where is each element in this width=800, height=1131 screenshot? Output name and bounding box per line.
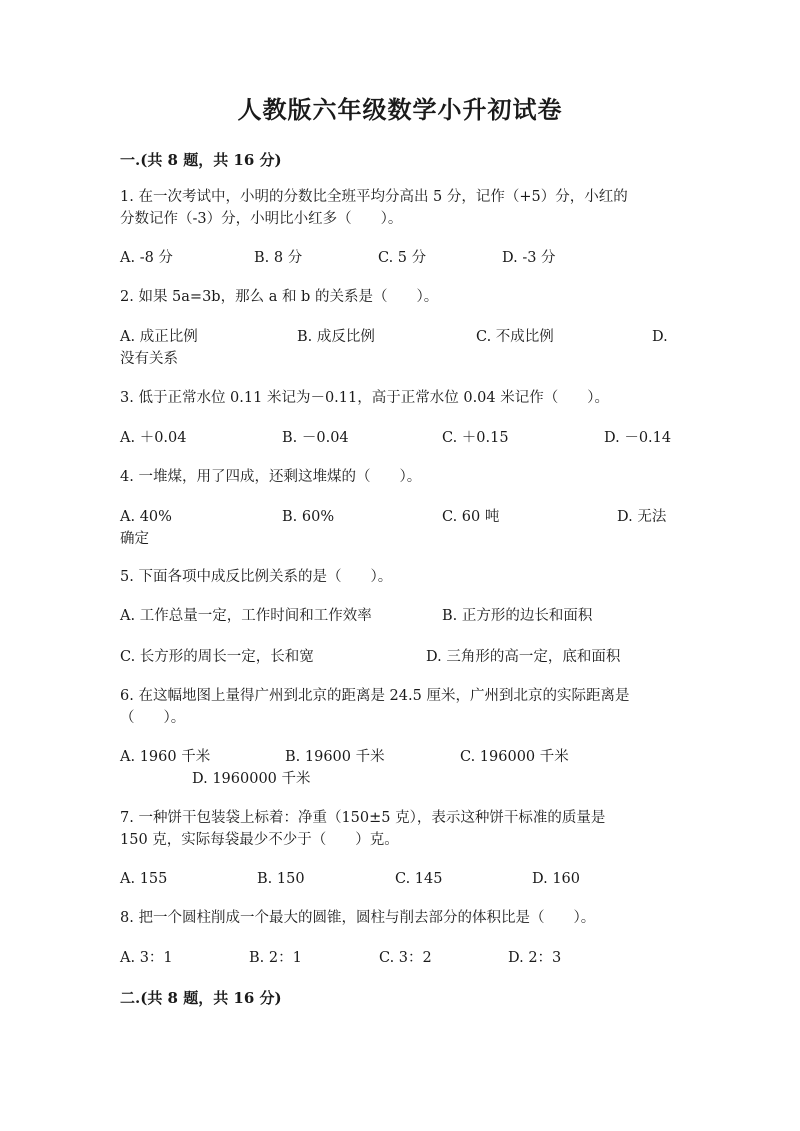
question-7-option-c: C. 145 [395,871,443,887]
question-5-option-a: A. 工作总量一定，工作时间和工作效率 [120,608,372,624]
question-2-option-b: B. 成反比例 [297,329,375,345]
question-7-option-d: D. 160 [532,871,581,887]
question-6-option-b: B. 19600 千米 [285,749,385,765]
question-1-line-1: 1. 在一次考试中，小明的分数比全班平均分高出 5 分，记作（+5）分，小红的 [120,189,628,205]
page-title: 人教版六年级数学小升初试卷 [237,95,563,124]
question-1-option-c: C. 5 分 [378,250,427,266]
question-8-option-b: B. 2：1 [249,950,302,966]
question-3-option-c: C. ＋0.15 [442,430,509,446]
question-7-line-2: 150 克，实际每袋最少不少于（ ）克。 [120,832,399,848]
question-4-option-a: A. 40% [120,509,172,525]
question-4-option-c: C. 60 吨 [442,509,500,525]
question-8-option-a: A. 3：1 [120,950,173,966]
question-6-option-d: D. 1960000 千米 [192,771,311,787]
question-5-line-1: 5. 下面各项中成反比例关系的是（ ）。 [120,569,393,585]
question-1-option-a: A. -8 分 [120,250,173,266]
question-8-option-c: C. 3：2 [379,950,432,966]
question-3-option-d: D. －0.14 [604,430,672,446]
question-3-option-a: A. ＋0.04 [120,430,187,446]
question-2-line-1: 2. 如果 5a=3b，那么 a 和 b 的关系是（ ）。 [120,289,439,305]
question-8-line-1: 8. 把一个圆柱削成一个最大的圆锥，圆柱与削去部分的体积比是（ ）。 [120,910,596,926]
question-4-option-d: D. 无法 [617,509,667,525]
question-5-option-d: D. 三角形的高一定，底和面积 [426,649,621,665]
question-8-option-d: D. 2：3 [508,950,562,966]
question-6-line-2: （ ）。 [120,710,186,726]
question-6-option-a: A. 1960 千米 [120,749,211,765]
question-4-line-1: 4. 一堆煤，用了四成，还剩这堆煤的（ ）。 [120,469,422,485]
section-heading-1: 一.(共 8 题，共 16 分) [120,151,282,169]
question-4-option-d-continued: 确定 [120,531,149,547]
section-heading-2: 二.(共 8 题，共 16 分) [120,989,282,1007]
question-7-option-b: B. 150 [257,871,305,887]
question-6-option-c: C. 196000 千米 [460,749,569,765]
question-7-option-a: A. 155 [120,871,168,887]
question-2-option-c: C. 不成比例 [476,329,554,345]
question-7-line-1: 7. 一种饼干包装袋上标着：净重（150±5 克），表示这种饼干标准的质量是 [120,810,606,826]
question-2-option-d-continued: 没有关系 [120,351,178,367]
question-5-option-b: B. 正方形的边长和面积 [442,608,593,624]
question-1-option-b: B. 8 分 [254,250,303,266]
question-3-option-b: B. －0.04 [282,430,349,446]
question-3-line-1: 3. 低于正常水位 0.11 米记为－0.11，高于正常水位 0.04 米记作（ ）。 [120,390,609,406]
question-1-option-d: D. -3 分 [502,250,556,266]
question-1-line-2: 分数记作（-3）分，小明比小红多（ ）。 [120,211,403,227]
question-5-option-c: C. 长方形的周长一定，长和宽 [120,649,314,665]
question-4-option-b: B. 60% [282,509,335,525]
question-6-line-1: 6. 在这幅地图上量得广州到北京的距离是 24.5 厘米，广州到北京的实际距离是 [120,688,630,704]
question-2-option-d: D. [652,329,668,345]
question-2-option-a: A. 成正比例 [120,329,198,345]
